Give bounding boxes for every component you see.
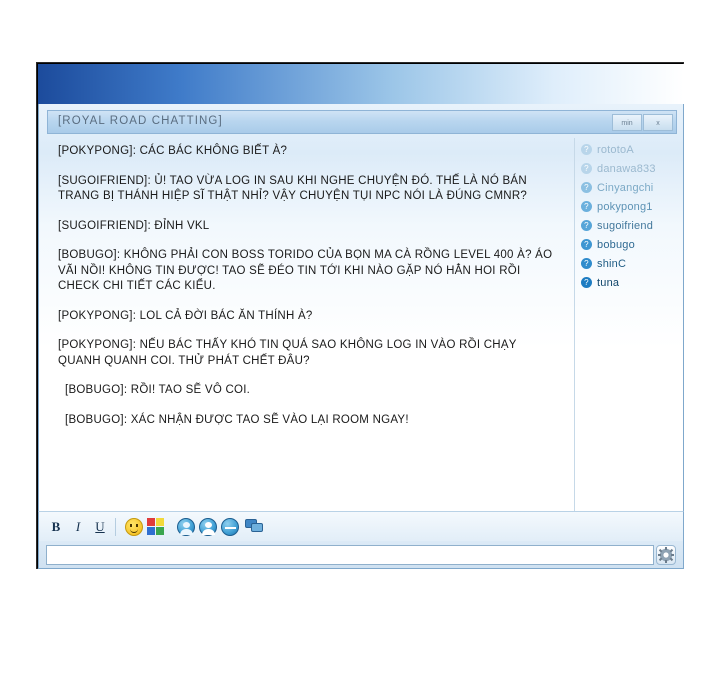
user-status-icon: ?	[581, 277, 592, 288]
user-status-icon: ?	[581, 220, 592, 231]
format-toolbar	[38, 511, 684, 541]
window-header-gradient	[38, 64, 684, 104]
user-status-icon: ?	[581, 163, 592, 174]
list-item[interactable]	[581, 140, 677, 159]
color-palette-icon[interactable]	[147, 518, 165, 536]
list-item[interactable]	[581, 178, 677, 197]
user-status-icon: ?	[581, 182, 592, 193]
underline-button[interactable]: U	[95, 519, 105, 534]
user-name: shinC	[597, 257, 627, 270]
chat-bubbles-icon[interactable]	[245, 519, 263, 533]
user-name: tuna	[597, 276, 620, 289]
close-button[interactable]: x	[643, 114, 673, 131]
panel-divider	[574, 138, 575, 536]
chat-message: [BOBUGO]: KHÔNG PHẢI CON BOSS TORIDO CỦA BỌN MA CÀ RỒNG LEVEL 400 À? ÁO VÃI NỒI! KHÔNG TIN ĐƯỢC! TAO SẼ ĐÉO TIN TỚI KHI NÀO GẶP NÓ HẲN HOI RỒI CHECK CHI TIẾT CÁC KIỂU.	[58, 249, 553, 292]
chat-message: [POKYPONG]: LOL CẢ ĐỜI BÁC ĂN THÍNH À?	[58, 309, 313, 322]
chat-title-bar	[47, 110, 677, 134]
gear-icon[interactable]	[655, 544, 677, 566]
user-status-icon: ?	[581, 144, 592, 155]
list-item[interactable]	[581, 216, 677, 235]
user-name: bobugo	[597, 238, 635, 251]
mute-icon[interactable]	[221, 518, 239, 536]
chat-message: [SUGOIFRIEND]: Ủ! TAO VỪA LOG IN SAU KHI NGHE CHUYỆN ĐÓ. THẾ LÀ NÓ BÁN TRANG BỊ THÁNH HIỆP SĨ THẬT NHỈ? VẬY CHUYỆN TỤI NPC NÓI LÀ ĐÚNG CMNR?	[58, 174, 528, 202]
user-name: pokypong1	[597, 200, 653, 213]
chat-window-body	[38, 104, 684, 511]
chat-message: [BOBUGO]: RỒI! TAO SẼ VÔ COI.	[65, 384, 251, 396]
list-item[interactable]	[581, 197, 677, 216]
user-status-icon: ?	[581, 258, 592, 269]
list-item[interactable]	[581, 254, 677, 273]
chat-input-row	[38, 541, 684, 569]
italic-button[interactable]: I	[75, 519, 81, 534]
minimize-button[interactable]: min	[612, 114, 642, 131]
chat-room-title: [ROYAL ROAD CHATTING]	[58, 115, 223, 127]
chat-message: [BOBUGO]: XÁC NHẬN ĐƯỢC TAO SẼ VÀO LẠI ROOM NGAY!	[65, 413, 409, 426]
user-status-icon: ?	[581, 239, 592, 250]
chat-message-list[interactable]	[48, 138, 570, 478]
user-list	[581, 140, 677, 292]
user-name: rototoA	[597, 143, 634, 156]
list-item[interactable]	[581, 273, 677, 292]
chat-application-window	[36, 62, 684, 569]
chat-message: [SUGOIFRIEND]: ĐỈNH VKL	[58, 219, 210, 232]
smiley-icon[interactable]	[125, 518, 143, 536]
user-status-icon: ?	[581, 201, 592, 212]
user-name: Cinyangchi	[597, 181, 654, 194]
list-item[interactable]	[581, 159, 677, 178]
user-name: danawa833	[597, 162, 656, 175]
user-icon[interactable]	[199, 518, 217, 536]
list-item[interactable]	[581, 235, 677, 254]
chat-message: [POKYPONG]: NẾU BÁC THẤY KHÓ TIN QUÁ SAO KHÔNG LOG IN VÀO RỒI CHẠY QUANH QUANH COI. THỬ PHÁT CHẾT ĐÂU?	[58, 339, 517, 367]
bold-button[interactable]: B	[51, 519, 61, 534]
headset-icon[interactable]	[177, 518, 195, 536]
user-name: sugoifriend	[597, 219, 654, 232]
chat-input[interactable]	[46, 545, 654, 565]
toolbar-divider	[115, 518, 116, 536]
chat-message: [POKYPONG]: CÁC BÁC KHÔNG BIẾT À?	[58, 145, 288, 157]
